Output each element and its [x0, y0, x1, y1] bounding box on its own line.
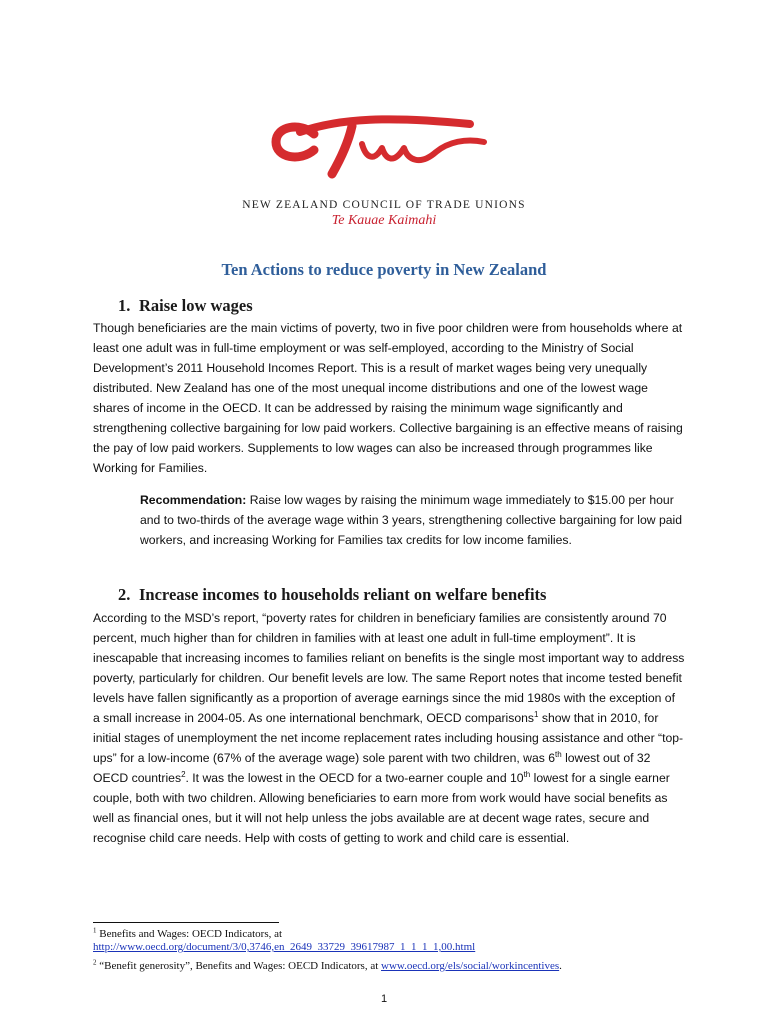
- recommendation-text: Raise low wages by raising the minimum wage immediately to $15.00 per hour and to two-thirds of the average wage within 3 years, strengthening collective bargaining for low paid workers, and increasing Working for Families tax credits for low income families.: [140, 493, 682, 547]
- footnote-1: [93, 928, 713, 954]
- ordinal-suffix: th: [523, 769, 531, 779]
- section-2-title: Increase incomes to households reliant on welfare benefits: [139, 585, 547, 604]
- section-2-paragraph: [93, 608, 685, 848]
- footnote-ref-2[interactable]: 2: [181, 769, 186, 779]
- section-1-title: Raise low wages: [139, 296, 253, 315]
- footnote-2-tail: .: [559, 960, 562, 972]
- section-2-number: 2.: [118, 585, 131, 604]
- footnote-1-text: Benefits and Wages: OECD Indicators, at: [96, 928, 283, 940]
- section-2-text-5: lowest for a single earner couple, both with two children. Allowing beneficiaries to earn more from work would have social benefits as well as financial ones, but it will not help unless the jobs available are at decent wage rates, secure and recognise child care needs. Help with costs of getting to work and child care is essential.: [93, 771, 670, 845]
- recommendation-label: Recommendation:: [140, 493, 247, 507]
- footnote-2: [93, 960, 713, 973]
- section-2-text-4: . It was the lowest in the OECD for a two-earner couple and 10: [185, 771, 524, 785]
- document-title: Ten Actions to reduce poverty in New Zealand: [221, 260, 547, 279]
- section-2-text-2: show that in 2010, for initial stages of unemployment the net income replacement rates including housing assistance and other “top-ups” for a low-income (67% of the average wage) sole parent with two children, was 6: [93, 711, 684, 765]
- footnote-1-link[interactable]: http://www.oecd.org/document/3/0,3746,en_2649_33729_39617987_1_1_1_1,00.html: [93, 941, 476, 953]
- ordinal-suffix: th: [555, 749, 562, 759]
- section-2-text-3: lowest out of 32 OECD countries: [93, 751, 651, 785]
- org-maori-name: Te Kauae Kaimahi: [331, 213, 437, 228]
- footnote-2-text: “Benefit generosity”, Benefits and Wages: OECD Indicators, at: [96, 960, 382, 972]
- section-1-number: 1.: [118, 296, 131, 315]
- footnote-1-marker: 1: [93, 926, 97, 935]
- footnote-divider: [93, 922, 279, 923]
- section-1-paragraph: Though beneficiaries are the main victims of poverty, two in five poor children were from households where at least one adult was in full-time employment or was self-employed, according to the Ministry of Social Development’s 2011 Household Incomes Report. This is a result of market wages being very unequally distributed. New Zealand has one of the most unequal income distributions and one of the lowest wage shares of income in the OECD. It can be addressed by raising the minimum wage significantly and strengthening collective bargaining for low paid workers. Collective bargaining is an effective means of raising the pay of low paid workers. Supplements to low wages can also be increased through programmes like Working for Families.: [93, 321, 683, 475]
- footnote-2-link[interactable]: www.oecd.org/els/social/workincentives: [381, 960, 560, 972]
- ctu-logo: [270, 112, 490, 192]
- footnote-ref-1[interactable]: 1: [534, 709, 539, 719]
- footnote-2-marker: 2: [93, 958, 97, 967]
- section-2-heading: [118, 585, 546, 605]
- section-2-text-1: According to the MSD’s report, “poverty rates for children in beneficiary families are consistently around 70 percent, much higher than for children in families with at least one adult in full-time employment”. It is inescapable that increasing incomes to families reliant on benefits is the single most important way to address poverty, particularly for children. Our benefit levels are low. The same Report notes that income tested benefit levels have fallen significantly as a proportion of average earnings since the mid 1980s with the exception of a small increase in 2004-05. As one international benchmark, OECD comparisons: [93, 611, 685, 725]
- page-number: 1: [380, 993, 388, 1005]
- section-1-recommendation: [140, 490, 685, 550]
- section-1-heading: [118, 296, 253, 316]
- org-name: NEW ZEALAND COUNCIL OF TRADE UNIONS: [242, 199, 526, 211]
